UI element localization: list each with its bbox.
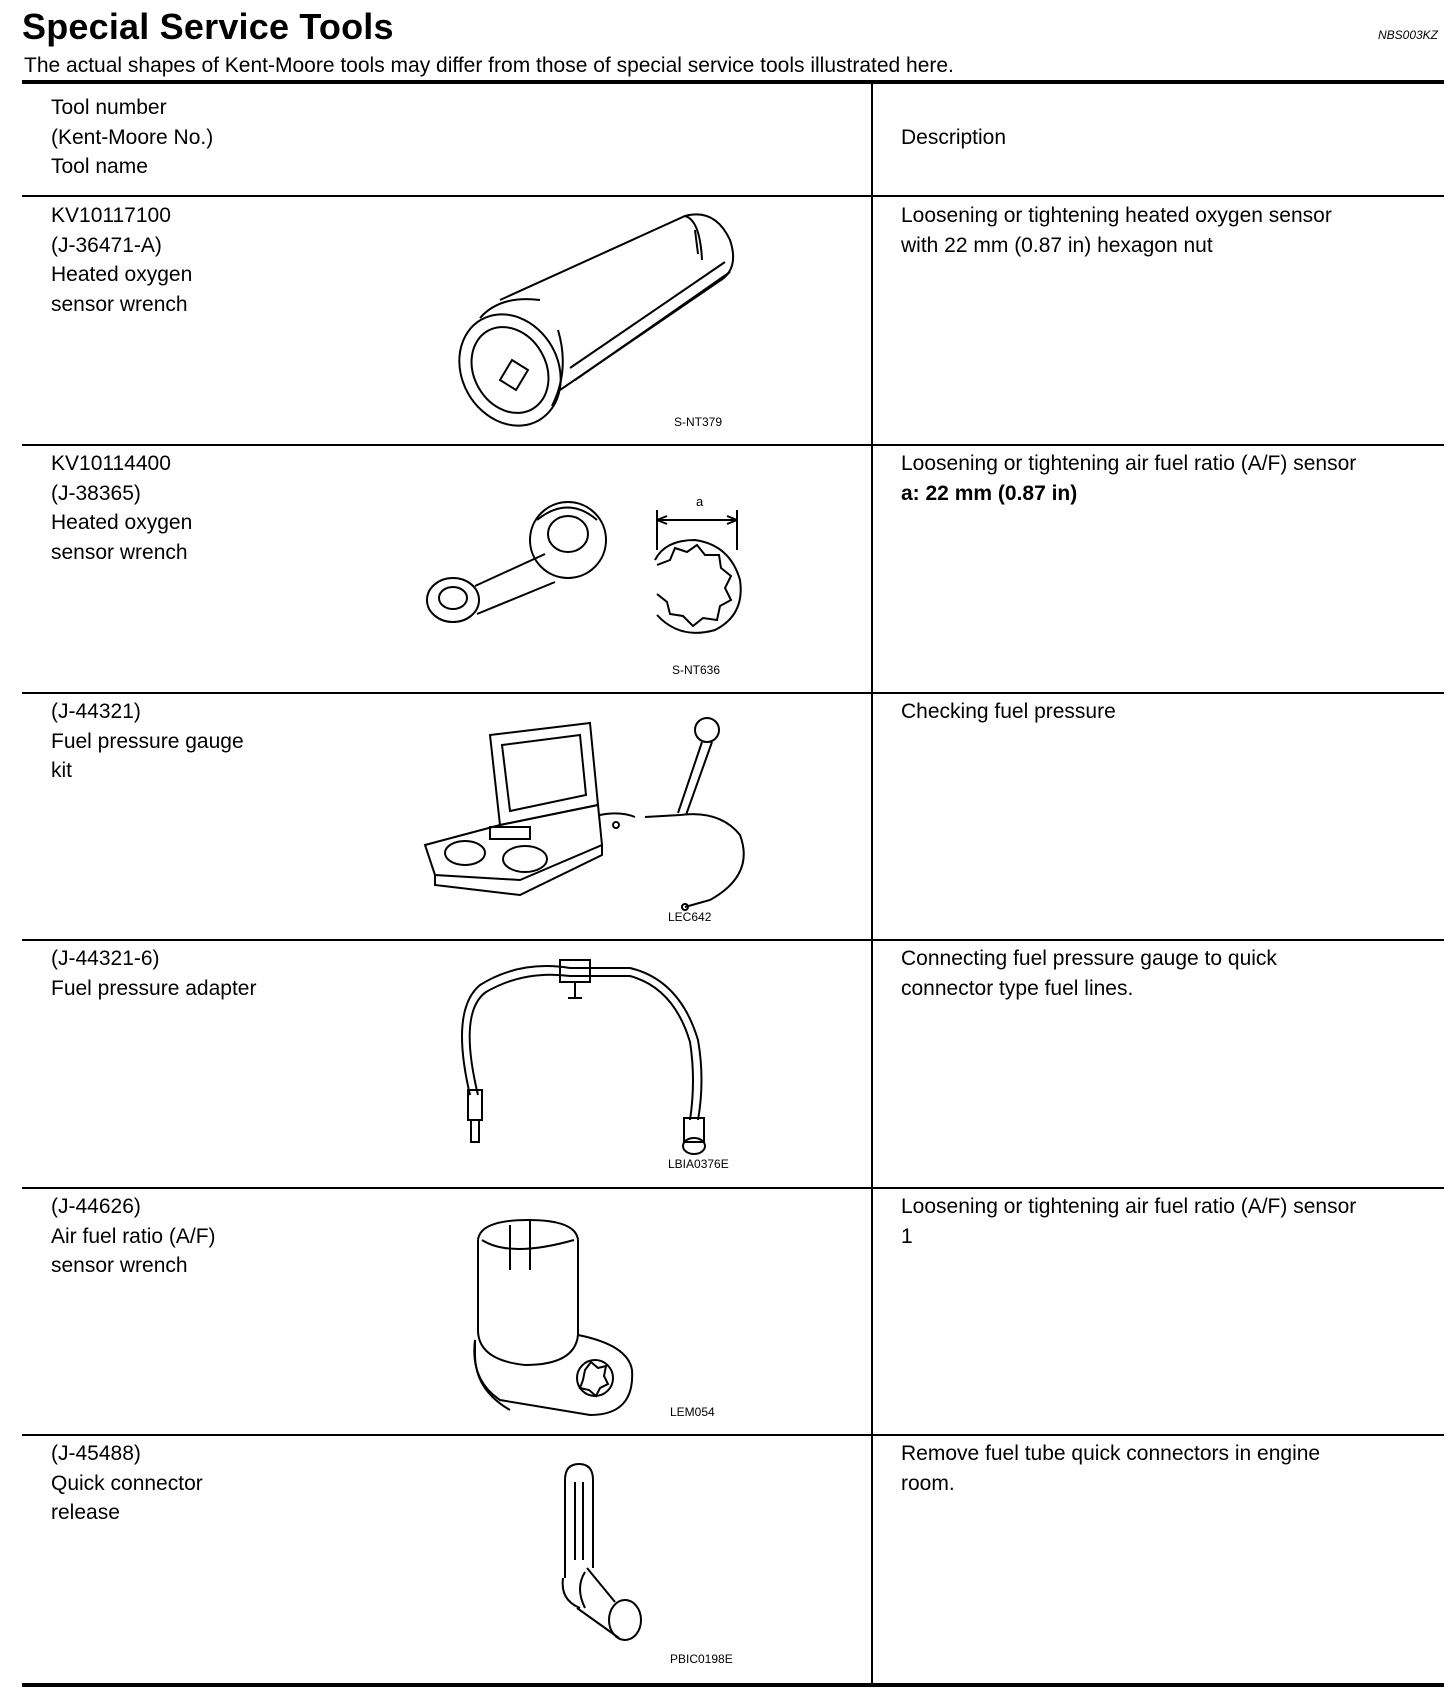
- description-line: connector type fuel lines.: [901, 976, 1134, 1000]
- tool-name: kit: [51, 759, 72, 782]
- tool-cell: [51, 697, 411, 786]
- figure-code: LBIA0376E: [668, 1157, 729, 1171]
- row-divider: [22, 1434, 1444, 1436]
- description-line: Loosening or tightening air fuel ratio (A/F) sensor: [901, 1195, 1357, 1218]
- tool-name: sensor wrench: [51, 540, 188, 564]
- tool-name: Air fuel ratio (A/F): [51, 1224, 216, 1248]
- tool-number: KV10114400: [51, 452, 171, 475]
- flare-wrench-icon: [425, 490, 755, 655]
- bottom-rule: [22, 1683, 1444, 1687]
- figure-code: S-NT636: [672, 663, 721, 677]
- header-tool-cell: [51, 93, 411, 182]
- description-cell: [901, 1439, 1431, 1498]
- description-line: Loosening or tightening air fuel ratio (A/F) sensor: [901, 452, 1357, 475]
- tool-name: release: [51, 1501, 120, 1524]
- tool-cell: [51, 201, 411, 319]
- figure-code: LEM054: [670, 1405, 715, 1419]
- tool-name: sensor wrench: [51, 292, 188, 316]
- tool-name: Heated oxygen: [51, 511, 193, 534]
- description-line: room.: [901, 1471, 955, 1495]
- dimension-label: a: [696, 494, 704, 509]
- quick-connector-release-icon: [555, 1460, 655, 1645]
- kent-moore-number: (J-44626): [51, 1195, 141, 1218]
- tool-name: sensor wrench: [51, 1254, 188, 1277]
- header-description-cell: Description: [901, 126, 1007, 149]
- row-divider: [22, 692, 1444, 694]
- row-divider: [22, 1187, 1444, 1189]
- header-tool-line: Tool number: [51, 96, 167, 119]
- gauge-kit-icon: [420, 715, 760, 920]
- dimension-spec: a: 22 mm (0.87 in): [901, 481, 1078, 505]
- description-line: Checking fuel pressure: [901, 700, 1116, 723]
- figure-code: LEC642: [668, 910, 712, 924]
- tool-cell: [51, 944, 411, 1003]
- socket-wrench-icon: [440, 210, 760, 445]
- figure-code: PBIC0198E: [670, 1652, 733, 1666]
- kent-moore-number: (J-44321): [51, 700, 141, 723]
- header-tool-line: (Kent-Moore No.): [51, 125, 214, 149]
- fuel-hose-adapter-icon: [440, 950, 730, 1155]
- document-code: NBS003KZ: [1377, 28, 1438, 42]
- kent-moore-number: (J-44321-6): [51, 947, 160, 970]
- description-line: Loosening or tightening heated oxygen sensor: [901, 204, 1332, 227]
- tool-name: Quick connector: [51, 1471, 203, 1495]
- description-cell: [901, 201, 1431, 260]
- description-cell: [901, 697, 1431, 727]
- description-line: 1: [901, 1224, 913, 1248]
- tool-name: Fuel pressure adapter: [51, 976, 257, 1000]
- af-sensor-wrench-icon: [470, 1210, 650, 1425]
- kent-moore-number: (J-38365): [51, 481, 141, 505]
- kent-moore-number: (J-36471-A): [51, 233, 162, 257]
- page-title: Special Service Tools: [22, 6, 394, 47]
- header-tool-line: Tool name: [51, 155, 148, 178]
- description-line: with 22 mm (0.87 in) hexagon nut: [901, 233, 1213, 257]
- tool-cell: [51, 1439, 411, 1528]
- figure-code: S-NT379: [674, 415, 723, 429]
- tool-cell: [51, 449, 411, 567]
- row-divider: [22, 939, 1444, 941]
- description-line: Remove fuel tube quick connectors in engine: [901, 1442, 1321, 1465]
- tool-name: Fuel pressure gauge: [51, 729, 244, 753]
- description-line: Connecting fuel pressure gauge to quick: [901, 947, 1277, 970]
- tool-number: KV10117100: [51, 204, 171, 227]
- description-cell: [901, 944, 1431, 1003]
- tool-name: Heated oxygen: [51, 263, 193, 286]
- tool-cell: [51, 1192, 411, 1281]
- column-divider: [871, 84, 873, 1683]
- description-cell: [901, 449, 1431, 508]
- top-rule: [22, 80, 1444, 84]
- description-cell: [901, 1192, 1431, 1251]
- page-subtitle: The actual shapes of Kent-Moore tools may differ from those of special service tools illustrated here.: [24, 54, 954, 77]
- kent-moore-number: (J-45488): [51, 1442, 141, 1465]
- row-divider: [22, 195, 1444, 197]
